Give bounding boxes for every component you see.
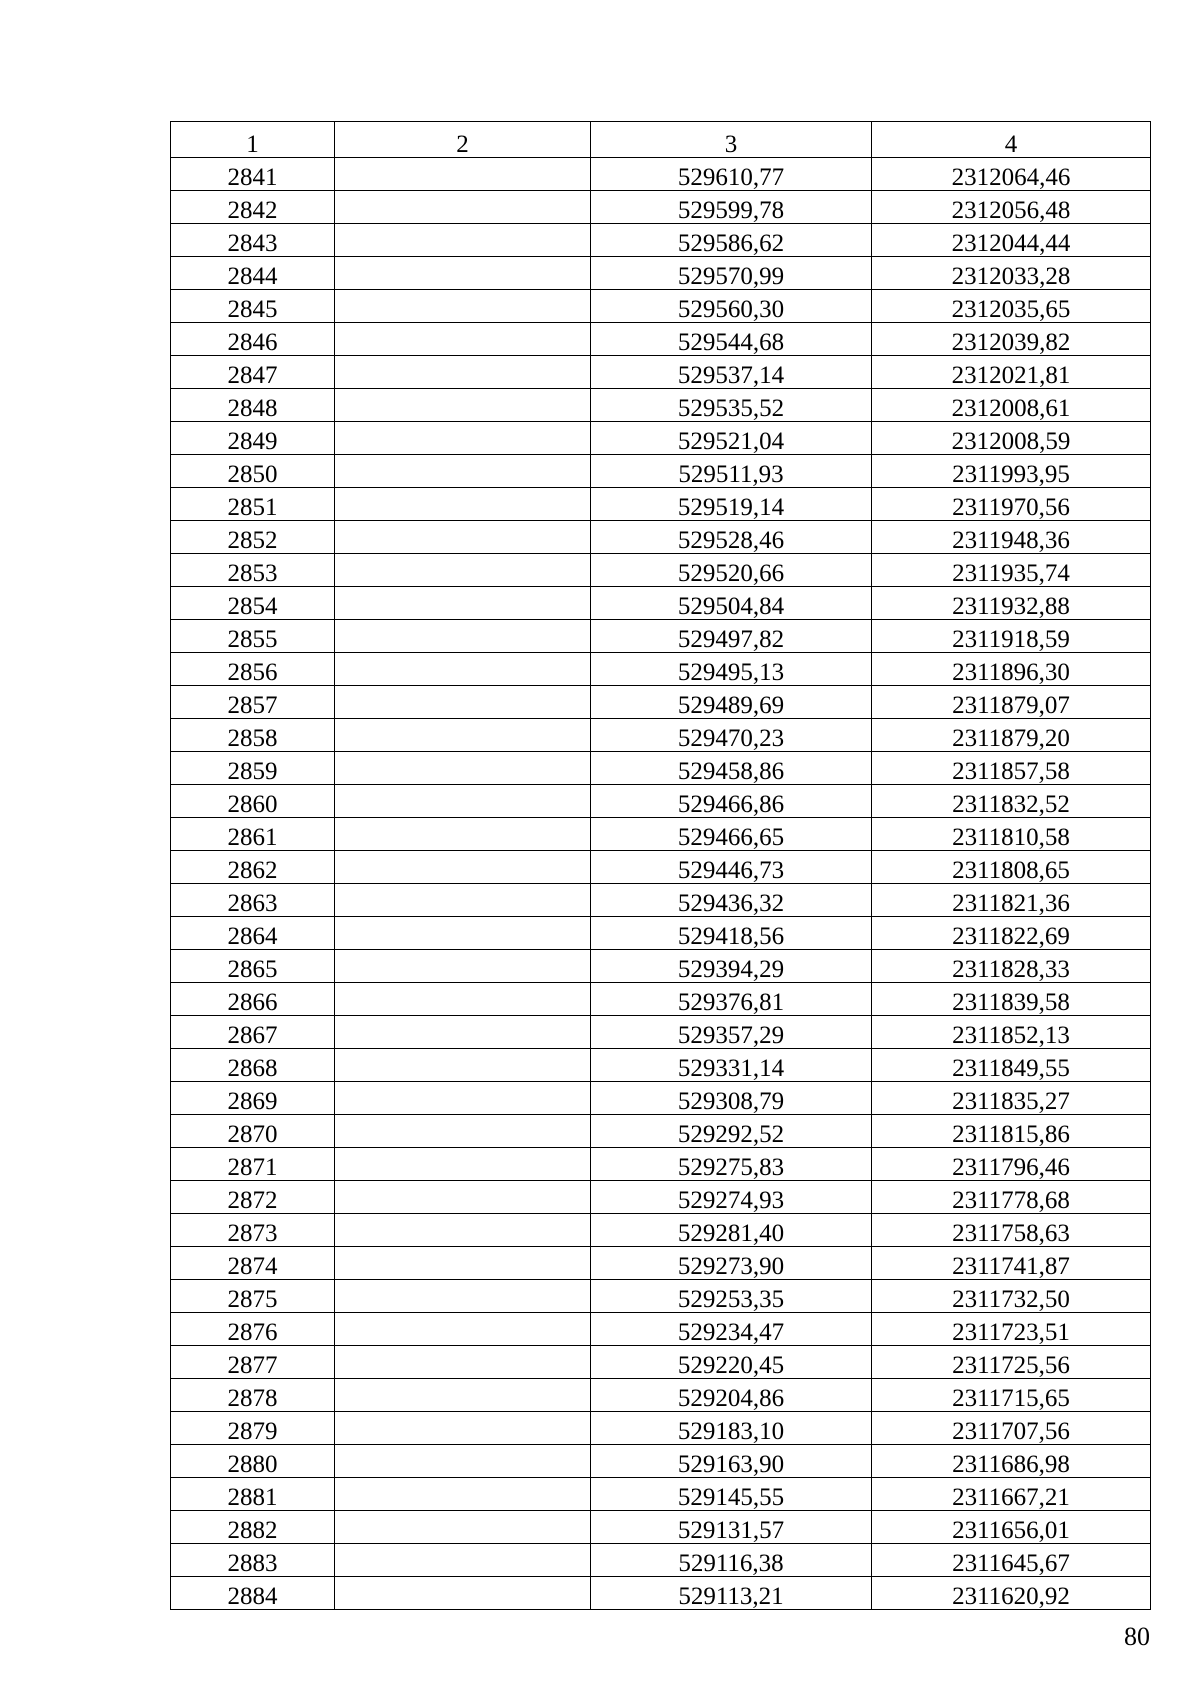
point-number-cell: 2874	[171, 1247, 335, 1280]
empty-cell	[335, 917, 591, 950]
x-coordinate-cell: 529466,86	[591, 785, 872, 818]
empty-cell	[335, 1280, 591, 1313]
x-coordinate-cell: 529274,93	[591, 1181, 872, 1214]
x-coordinate-cell: 529497,82	[591, 620, 872, 653]
x-coordinate-cell: 529376,81	[591, 983, 872, 1016]
empty-cell	[335, 488, 591, 521]
x-coordinate-cell: 529470,23	[591, 719, 872, 752]
y-coordinate-cell: 2311810,58	[872, 818, 1151, 851]
y-coordinate-cell: 2311993,95	[872, 455, 1151, 488]
y-coordinate-cell: 2312008,59	[872, 422, 1151, 455]
empty-cell	[335, 653, 591, 686]
x-coordinate-cell: 529535,52	[591, 389, 872, 422]
table-row	[171, 1049, 1151, 1082]
point-number-cell: 2845	[171, 290, 335, 323]
x-coordinate-cell: 529504,84	[591, 587, 872, 620]
table-row	[171, 1445, 1151, 1478]
table-row	[171, 1412, 1151, 1445]
y-coordinate-cell: 2312044,44	[872, 224, 1151, 257]
point-number-cell: 2857	[171, 686, 335, 719]
y-coordinate-cell: 2312021,81	[872, 356, 1151, 389]
x-coordinate-cell: 529204,86	[591, 1379, 872, 1412]
x-coordinate-cell: 529116,38	[591, 1544, 872, 1577]
table-row	[171, 851, 1151, 884]
x-coordinate-cell: 529489,69	[591, 686, 872, 719]
y-coordinate-cell: 2311620,92	[872, 1577, 1151, 1610]
y-coordinate-cell: 2311828,33	[872, 950, 1151, 983]
x-coordinate-cell: 529599,78	[591, 191, 872, 224]
table-row	[171, 224, 1151, 257]
table-row	[171, 719, 1151, 752]
x-coordinate-cell: 529519,14	[591, 488, 872, 521]
y-coordinate-cell: 2311715,65	[872, 1379, 1151, 1412]
table-row	[171, 1379, 1151, 1412]
point-number-cell: 2866	[171, 983, 335, 1016]
y-coordinate-cell: 2311896,30	[872, 653, 1151, 686]
x-coordinate-cell: 529511,93	[591, 455, 872, 488]
table-row	[171, 752, 1151, 785]
point-number-cell: 2856	[171, 653, 335, 686]
empty-cell	[335, 455, 591, 488]
table-row	[171, 356, 1151, 389]
x-coordinate-cell: 529446,73	[591, 851, 872, 884]
y-coordinate-cell: 2312035,65	[872, 290, 1151, 323]
x-coordinate-cell: 529586,62	[591, 224, 872, 257]
point-number-cell: 2883	[171, 1544, 335, 1577]
point-number-cell: 2844	[171, 257, 335, 290]
x-coordinate-cell: 529183,10	[591, 1412, 872, 1445]
point-number-cell: 2848	[171, 389, 335, 422]
empty-cell	[335, 1115, 591, 1148]
table-row	[171, 455, 1151, 488]
y-coordinate-cell: 2311796,46	[872, 1148, 1151, 1181]
table-row	[171, 488, 1151, 521]
y-coordinate-cell: 2311741,87	[872, 1247, 1151, 1280]
empty-cell	[335, 158, 591, 191]
point-number-cell: 2868	[171, 1049, 335, 1082]
x-coordinate-cell: 529273,90	[591, 1247, 872, 1280]
empty-cell	[335, 389, 591, 422]
point-number-cell: 2847	[171, 356, 335, 389]
empty-cell	[335, 983, 591, 1016]
y-coordinate-cell: 2312039,82	[872, 323, 1151, 356]
y-coordinate-cell: 2311970,56	[872, 488, 1151, 521]
table-row	[171, 1577, 1151, 1610]
y-coordinate-cell: 2311645,67	[872, 1544, 1151, 1577]
empty-cell	[335, 1049, 591, 1082]
table-row	[171, 1016, 1151, 1049]
point-number-cell: 2852	[171, 521, 335, 554]
empty-cell	[335, 785, 591, 818]
x-coordinate-cell: 529436,32	[591, 884, 872, 917]
point-number-cell: 2872	[171, 1181, 335, 1214]
table-row	[171, 290, 1151, 323]
table-row	[171, 1280, 1151, 1313]
table-row	[171, 620, 1151, 653]
empty-cell	[335, 818, 591, 851]
table-header-row	[171, 122, 1151, 158]
point-number-cell: 2860	[171, 785, 335, 818]
table-row	[171, 1148, 1151, 1181]
header-col-3: 3	[591, 122, 872, 158]
point-number-cell: 2850	[171, 455, 335, 488]
empty-cell	[335, 1313, 591, 1346]
point-number-cell: 2876	[171, 1313, 335, 1346]
x-coordinate-cell: 529220,45	[591, 1346, 872, 1379]
empty-cell	[335, 356, 591, 389]
table-row	[171, 917, 1151, 950]
y-coordinate-cell: 2312033,28	[872, 257, 1151, 290]
table-row	[171, 1478, 1151, 1511]
empty-cell	[335, 521, 591, 554]
y-coordinate-cell: 2311935,74	[872, 554, 1151, 587]
y-coordinate-cell: 2311778,68	[872, 1181, 1151, 1214]
table-row	[171, 884, 1151, 917]
x-coordinate-cell: 529281,40	[591, 1214, 872, 1247]
empty-cell	[335, 290, 591, 323]
y-coordinate-cell: 2311822,69	[872, 917, 1151, 950]
table-row	[171, 1082, 1151, 1115]
point-number-cell: 2842	[171, 191, 335, 224]
point-number-cell: 2862	[171, 851, 335, 884]
empty-cell	[335, 1082, 591, 1115]
table-body	[171, 158, 1151, 1610]
point-number-cell: 2858	[171, 719, 335, 752]
empty-cell	[335, 851, 591, 884]
point-number-cell: 2859	[171, 752, 335, 785]
empty-cell	[335, 422, 591, 455]
point-number-cell: 2863	[171, 884, 335, 917]
x-coordinate-cell: 529163,90	[591, 1445, 872, 1478]
empty-cell	[335, 719, 591, 752]
table-row	[171, 785, 1151, 818]
table-row	[171, 686, 1151, 719]
y-coordinate-cell: 2311832,52	[872, 785, 1151, 818]
empty-cell	[335, 1577, 591, 1610]
empty-cell	[335, 587, 591, 620]
empty-cell	[335, 1214, 591, 1247]
empty-cell	[335, 191, 591, 224]
point-number-cell: 2882	[171, 1511, 335, 1544]
x-coordinate-cell: 529544,68	[591, 323, 872, 356]
table-row	[171, 1214, 1151, 1247]
x-coordinate-cell: 529521,04	[591, 422, 872, 455]
empty-cell	[335, 686, 591, 719]
point-number-cell: 2880	[171, 1445, 335, 1478]
empty-cell	[335, 257, 591, 290]
y-coordinate-cell: 2311686,98	[872, 1445, 1151, 1478]
empty-cell	[335, 554, 591, 587]
point-number-cell: 2861	[171, 818, 335, 851]
x-coordinate-cell: 529308,79	[591, 1082, 872, 1115]
y-coordinate-cell: 2311879,20	[872, 719, 1151, 752]
table-row	[171, 191, 1151, 224]
y-coordinate-cell: 2311948,36	[872, 521, 1151, 554]
point-number-cell: 2864	[171, 917, 335, 950]
y-coordinate-cell: 2311808,65	[872, 851, 1151, 884]
empty-cell	[335, 1412, 591, 1445]
x-coordinate-cell: 529113,21	[591, 1577, 872, 1610]
x-coordinate-cell: 529495,13	[591, 653, 872, 686]
y-coordinate-cell: 2311707,56	[872, 1412, 1151, 1445]
table-row	[171, 158, 1151, 191]
empty-cell	[335, 1379, 591, 1412]
point-number-cell: 2855	[171, 620, 335, 653]
y-coordinate-cell: 2311835,27	[872, 1082, 1151, 1115]
table-row	[171, 818, 1151, 851]
x-coordinate-cell: 529528,46	[591, 521, 872, 554]
empty-cell	[335, 620, 591, 653]
point-number-cell: 2879	[171, 1412, 335, 1445]
empty-cell	[335, 950, 591, 983]
table-row	[171, 1313, 1151, 1346]
point-number-cell: 2849	[171, 422, 335, 455]
x-coordinate-cell: 529331,14	[591, 1049, 872, 1082]
point-number-cell: 2867	[171, 1016, 335, 1049]
x-coordinate-cell: 529253,35	[591, 1280, 872, 1313]
x-coordinate-cell: 529610,77	[591, 158, 872, 191]
x-coordinate-cell: 529145,55	[591, 1478, 872, 1511]
coordinates-table	[170, 121, 1151, 1610]
table-row	[171, 389, 1151, 422]
point-number-cell: 2853	[171, 554, 335, 587]
y-coordinate-cell: 2311732,50	[872, 1280, 1151, 1313]
x-coordinate-cell: 529458,86	[591, 752, 872, 785]
point-number-cell: 2875	[171, 1280, 335, 1313]
point-number-cell: 2846	[171, 323, 335, 356]
empty-cell	[335, 1511, 591, 1544]
empty-cell	[335, 224, 591, 257]
table-row	[171, 1247, 1151, 1280]
y-coordinate-cell: 2311839,58	[872, 983, 1151, 1016]
page-number: 80	[1124, 1622, 1150, 1651]
y-coordinate-cell: 2311758,63	[872, 1214, 1151, 1247]
header-col-2: 2	[335, 122, 591, 158]
table-row	[171, 521, 1151, 554]
empty-cell	[335, 1016, 591, 1049]
y-coordinate-cell: 2311918,59	[872, 620, 1151, 653]
empty-cell	[335, 323, 591, 356]
x-coordinate-cell: 529131,57	[591, 1511, 872, 1544]
x-coordinate-cell: 529537,14	[591, 356, 872, 389]
y-coordinate-cell: 2311725,56	[872, 1346, 1151, 1379]
y-coordinate-cell: 2311667,21	[872, 1478, 1151, 1511]
point-number-cell: 2878	[171, 1379, 335, 1412]
table-row	[171, 1346, 1151, 1379]
empty-cell	[335, 1346, 591, 1379]
x-coordinate-cell: 529234,47	[591, 1313, 872, 1346]
header-col-4: 4	[872, 122, 1151, 158]
empty-cell	[335, 1445, 591, 1478]
empty-cell	[335, 1247, 591, 1280]
empty-cell	[335, 1148, 591, 1181]
point-number-cell: 2884	[171, 1577, 335, 1610]
x-coordinate-cell: 529275,83	[591, 1148, 872, 1181]
y-coordinate-cell: 2311849,55	[872, 1049, 1151, 1082]
y-coordinate-cell: 2311723,51	[872, 1313, 1151, 1346]
point-number-cell: 2877	[171, 1346, 335, 1379]
table-row	[171, 1181, 1151, 1214]
table-row	[171, 1544, 1151, 1577]
point-number-cell: 2870	[171, 1115, 335, 1148]
empty-cell	[335, 1544, 591, 1577]
y-coordinate-cell: 2311852,13	[872, 1016, 1151, 1049]
empty-cell	[335, 1478, 591, 1511]
point-number-cell: 2865	[171, 950, 335, 983]
y-coordinate-cell: 2311821,36	[872, 884, 1151, 917]
y-coordinate-cell: 2312056,48	[872, 191, 1151, 224]
table-row	[171, 257, 1151, 290]
x-coordinate-cell: 529357,29	[591, 1016, 872, 1049]
point-number-cell: 2871	[171, 1148, 335, 1181]
point-number-cell: 2851	[171, 488, 335, 521]
y-coordinate-cell: 2311656,01	[872, 1511, 1151, 1544]
x-coordinate-cell: 529292,52	[591, 1115, 872, 1148]
empty-cell	[335, 1181, 591, 1214]
x-coordinate-cell: 529570,99	[591, 257, 872, 290]
table-row	[171, 653, 1151, 686]
point-number-cell: 2841	[171, 158, 335, 191]
x-coordinate-cell: 529520,66	[591, 554, 872, 587]
table-row	[171, 587, 1151, 620]
table-row	[171, 1511, 1151, 1544]
table-row	[171, 1115, 1151, 1148]
empty-cell	[335, 884, 591, 917]
x-coordinate-cell: 529394,29	[591, 950, 872, 983]
point-number-cell: 2843	[171, 224, 335, 257]
x-coordinate-cell: 529418,56	[591, 917, 872, 950]
point-number-cell: 2873	[171, 1214, 335, 1247]
y-coordinate-cell: 2312008,61	[872, 389, 1151, 422]
x-coordinate-cell: 529560,30	[591, 290, 872, 323]
header-col-1: 1	[171, 122, 335, 158]
point-number-cell: 2881	[171, 1478, 335, 1511]
y-coordinate-cell: 2312064,46	[872, 158, 1151, 191]
table-row	[171, 323, 1151, 356]
y-coordinate-cell: 2311879,07	[872, 686, 1151, 719]
table-row	[171, 983, 1151, 1016]
y-coordinate-cell: 2311857,58	[872, 752, 1151, 785]
y-coordinate-cell: 2311932,88	[872, 587, 1151, 620]
table-row	[171, 422, 1151, 455]
y-coordinate-cell: 2311815,86	[872, 1115, 1151, 1148]
table-row	[171, 554, 1151, 587]
empty-cell	[335, 752, 591, 785]
point-number-cell: 2854	[171, 587, 335, 620]
point-number-cell: 2869	[171, 1082, 335, 1115]
x-coordinate-cell: 529466,65	[591, 818, 872, 851]
table-row	[171, 950, 1151, 983]
